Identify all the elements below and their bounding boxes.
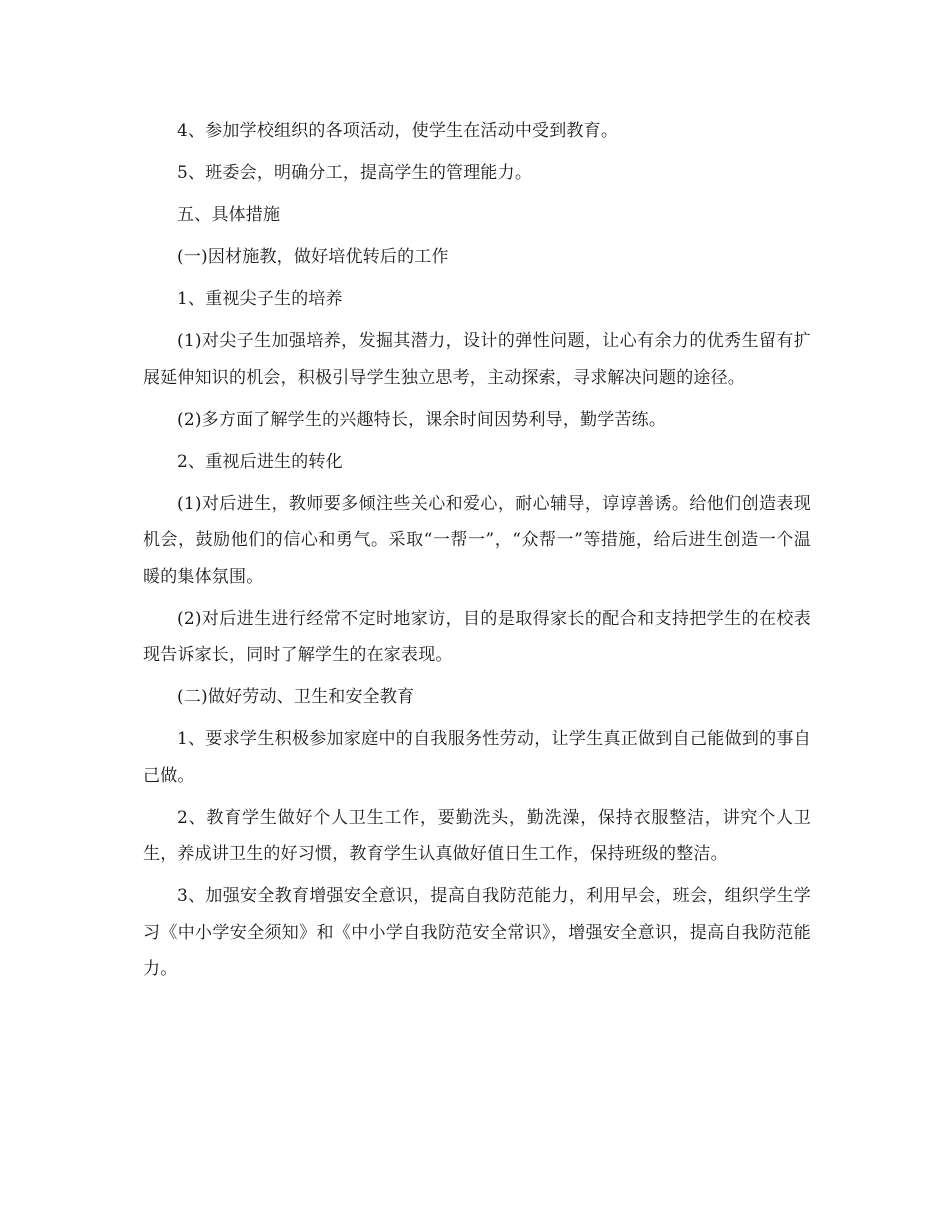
item-top-students: 1、重视尖子生的培养 [177, 289, 343, 309]
document-body [143, 113, 811, 993]
item-struggling-students: 2、重视后进生的转化 [177, 451, 343, 472]
paragraph-activities: 4、参加学校组织的各项活动，使学生在活动中受到教育。 [177, 121, 619, 141]
paragraph-class-committee: 5、班委会，明确分工，提高学生的管理能力。 [177, 163, 533, 183]
paragraph-labor: 1、要求学生积极参加家庭中的自我服务性劳动，让学生真正做到自己能做到的事自己做。 [143, 729, 811, 786]
subheading-labor-safety: (二)做好劳动、卫生和安全教育 [177, 687, 415, 707]
paragraph-struggling-students-1: (1)对后进生，教师要多倾注些关心和爱心，耐心辅导，谆谆善诱。给他们创造表现机会，鼓励他们的信心和勇气。采取“一帮一”，“众帮一”等措施，给后进生创造一个温暖的集体氛围。 [143, 493, 811, 587]
subheading-teaching: (一)因材施教，做好培优转后的工作 [177, 247, 449, 267]
paragraph-struggling-students-2: (2)对后进生进行经常不定时地家访，目的是取得家长的配合和支持把学生的在校表现告诉家长，同时了解学生的在家表现。 [143, 608, 811, 665]
paragraph-top-students-2: (2)多方面了解学生的兴趣特长，课余时间因势利导，勤学苦练。 [177, 409, 667, 430]
section-heading-measures: 五、具体措施 [177, 205, 281, 225]
paragraph-safety: 3、加强安全教育增强安全意识，提高自我防范能力，利用早会，班会，组织学生学习《中小学安全须知》和《中小学自我防范安全常识》，增强安全意识，提高自我防范能力。 [143, 886, 811, 979]
paragraph-top-students-1: (1)对尖子生加强培养，发掘其潜力，设计的弹性问题，让心有余力的优秀生留有扩展延伸知识的机会，积极引导学生独立思考，主动探索，寻求解决问题的途径。 [143, 331, 811, 388]
paragraph-hygiene: 2、教育学生做好个人卫生工作，要勤洗头，勤洗澡，保持衣服整洁，讲究个人卫生，养成讲卫生的好习惯，教育学生认真做好值日生工作，保持班级的整洁。 [143, 807, 811, 864]
